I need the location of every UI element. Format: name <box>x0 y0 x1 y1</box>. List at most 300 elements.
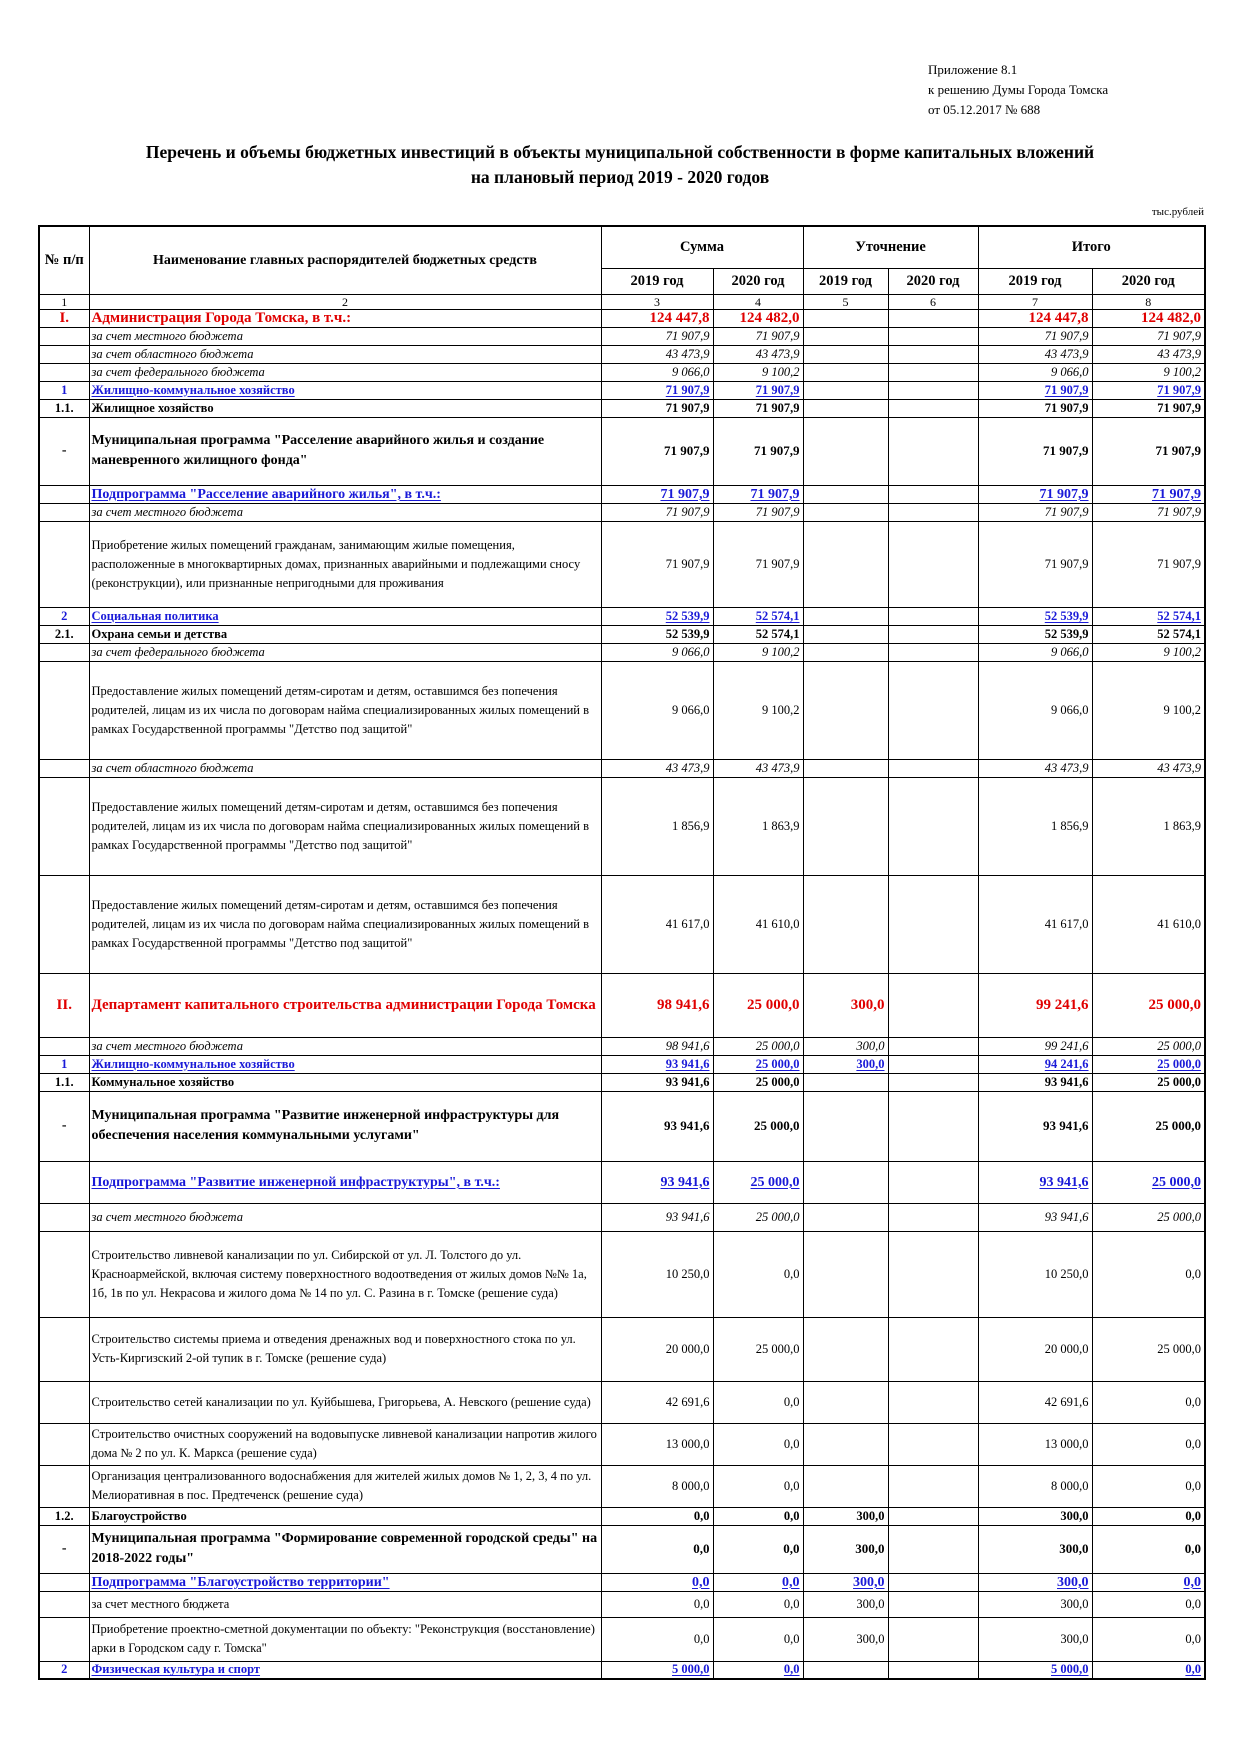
cell-adj-2019 <box>803 625 888 643</box>
cell-total-2020: 0,0 <box>1092 1423 1205 1465</box>
cell-adj-2019 <box>803 1161 888 1203</box>
row-number <box>39 485 89 503</box>
cell-total-2019: 71 907,9 <box>978 399 1092 417</box>
cell-sum-2020: 71 907,9 <box>713 327 803 345</box>
title-line-1: Перечень и объемы бюджетных инвестиций в объекты муниципальной собственности в форме капитальных вложений <box>145 142 1095 162</box>
cell-sum-2020: 71 907,9 <box>713 399 803 417</box>
cell-total-2019: 20 000,0 <box>978 1317 1092 1381</box>
cell-adj-2019 <box>803 399 888 417</box>
cell-sum-2020: 0,0 <box>713 1423 803 1465</box>
row-number <box>39 643 89 661</box>
header-sum-2020: 2020 год <box>713 268 803 294</box>
cell-sum-2020: 0,0 <box>713 1573 803 1591</box>
row-name: за счет местного бюджета <box>89 1037 601 1055</box>
cell-total-2020: 43 473,9 <box>1092 345 1205 363</box>
cell-sum-2020: 25 000,0 <box>713 1203 803 1231</box>
row-number: - <box>39 1525 89 1573</box>
cell-adj-2019 <box>803 759 888 777</box>
cell-sum-2019: 93 941,6 <box>601 1161 713 1203</box>
cell-total-2020: 0,0 <box>1092 1617 1205 1661</box>
cell-adj-2019 <box>803 327 888 345</box>
row-number <box>39 1037 89 1055</box>
row-name: Администрация Города Томска, в т.ч.: <box>89 309 601 327</box>
table-row <box>39 1591 1205 1617</box>
cell-sum-2020: 0,0 <box>713 1617 803 1661</box>
cell-total-2020: 25 000,0 <box>1092 1037 1205 1055</box>
cell-adj-2019: 300,0 <box>803 973 888 1037</box>
table-row <box>39 1525 1205 1573</box>
cell-sum-2020: 43 473,9 <box>713 345 803 363</box>
cell-sum-2020: 1 863,9 <box>713 777 803 875</box>
cell-total-2019: 52 539,9 <box>978 625 1092 643</box>
cell-total-2020: 71 907,9 <box>1092 485 1205 503</box>
row-number <box>39 1381 89 1423</box>
cell-sum-2019: 71 907,9 <box>601 381 713 399</box>
cell-adj-2019 <box>803 1091 888 1161</box>
cell-adj-2019 <box>803 521 888 607</box>
cell-total-2020: 25 000,0 <box>1092 1091 1205 1161</box>
header-adj-2019: 2019 год <box>803 268 888 294</box>
cell-sum-2019: 9 066,0 <box>601 363 713 381</box>
cell-total-2019: 13 000,0 <box>978 1423 1092 1465</box>
cell-total-2019: 71 907,9 <box>978 417 1092 485</box>
column-index: 6 <box>888 294 978 309</box>
cell-adj-2020 <box>888 875 978 973</box>
row-number: - <box>39 417 89 485</box>
table-row <box>39 1055 1205 1073</box>
cell-adj-2019 <box>803 485 888 503</box>
row-name: Благоустройство <box>89 1507 601 1525</box>
cell-adj-2020 <box>888 759 978 777</box>
cell-sum-2020: 9 100,2 <box>713 661 803 759</box>
cell-adj-2020 <box>888 521 978 607</box>
cell-adj-2019 <box>803 1203 888 1231</box>
cell-sum-2020: 0,0 <box>713 1507 803 1525</box>
cell-total-2020: 71 907,9 <box>1092 417 1205 485</box>
row-number: 1 <box>39 381 89 399</box>
row-number: I. <box>39 309 89 327</box>
cell-adj-2019 <box>803 777 888 875</box>
cell-total-2019: 94 241,6 <box>978 1055 1092 1073</box>
table-row <box>39 973 1205 1037</box>
cell-total-2020: 25 000,0 <box>1092 1073 1205 1091</box>
cell-total-2019: 71 907,9 <box>978 521 1092 607</box>
table-row <box>39 381 1205 399</box>
column-index: 4 <box>713 294 803 309</box>
cell-adj-2020 <box>888 661 978 759</box>
column-index: 3 <box>601 294 713 309</box>
cell-total-2020: 71 907,9 <box>1092 399 1205 417</box>
table-row <box>39 875 1205 973</box>
table-row <box>39 1507 1205 1525</box>
budget-table-wrapper <box>38 225 1204 1680</box>
cell-adj-2019 <box>803 503 888 521</box>
cell-sum-2020: 0,0 <box>713 1661 803 1679</box>
cell-adj-2019 <box>803 1465 888 1507</box>
cell-adj-2019 <box>803 309 888 327</box>
appendix-line-1: Приложение 8.1 <box>928 62 1018 77</box>
cell-sum-2020: 0,0 <box>713 1231 803 1317</box>
cell-total-2020: 9 100,2 <box>1092 643 1205 661</box>
cell-total-2020: 52 574,1 <box>1092 625 1205 643</box>
cell-total-2019: 300,0 <box>978 1507 1092 1525</box>
cell-sum-2019: 0,0 <box>601 1591 713 1617</box>
table-row <box>39 345 1205 363</box>
cell-sum-2019: 1 856,9 <box>601 777 713 875</box>
column-index: 1 <box>39 294 89 309</box>
cell-sum-2020: 25 000,0 <box>713 1091 803 1161</box>
cell-adj-2020 <box>888 643 978 661</box>
cell-total-2020: 25 000,0 <box>1092 1203 1205 1231</box>
cell-total-2019: 41 617,0 <box>978 875 1092 973</box>
cell-sum-2019: 71 907,9 <box>601 485 713 503</box>
cell-total-2019: 300,0 <box>978 1573 1092 1591</box>
row-number: 2.1. <box>39 625 89 643</box>
cell-adj-2020 <box>888 1573 978 1591</box>
header-total-2020: 2020 год <box>1092 268 1205 294</box>
row-number <box>39 1617 89 1661</box>
cell-adj-2019 <box>803 417 888 485</box>
cell-sum-2019: 71 907,9 <box>601 399 713 417</box>
header-name: Наименование главных распорядителей бюджетных средств <box>89 226 601 294</box>
cell-sum-2019: 0,0 <box>601 1525 713 1573</box>
cell-sum-2019: 20 000,0 <box>601 1317 713 1381</box>
row-name: за счет местного бюджета <box>89 1203 601 1231</box>
cell-total-2019: 93 941,6 <box>978 1161 1092 1203</box>
cell-sum-2019: 42 691,6 <box>601 1381 713 1423</box>
row-name: Организация централизованного водоснабжения для жителей жилых домов № 1, 2, 3, 4 по ул. Мелиоративная в пос. Предтеченск (решение суда) <box>89 1465 601 1507</box>
cell-sum-2020: 25 000,0 <box>713 1161 803 1203</box>
row-number <box>39 1573 89 1591</box>
cell-sum-2020: 71 907,9 <box>713 485 803 503</box>
appendix-line-2: к решению Думы Города Томска <box>928 82 1109 97</box>
cell-adj-2020 <box>888 327 978 345</box>
table-row <box>39 1037 1205 1055</box>
row-name: за счет местного бюджета <box>89 1591 601 1617</box>
cell-adj-2019: 300,0 <box>803 1573 888 1591</box>
cell-total-2019: 93 941,6 <box>978 1203 1092 1231</box>
table-row <box>39 503 1205 521</box>
table-row <box>39 607 1205 625</box>
row-name: Строительство системы приема и отведения дренажных вод и поверхностного стока по ул. Усть-Киргизский 2-ой тупик в г. Томске (решение суда) <box>89 1317 601 1381</box>
row-number <box>39 503 89 521</box>
row-name: Предоставление жилых помещений детям-сиротам и детям, оставшимся без попечения родителей, лицам из их числа по договорам найма специализированных жилых помещений в рамках Государственной программы "Детство под защитой" <box>89 875 601 973</box>
row-number <box>39 1465 89 1507</box>
column-index-row <box>39 294 1205 309</box>
row-number: 1.2. <box>39 1507 89 1525</box>
cell-total-2020: 0,0 <box>1092 1231 1205 1317</box>
cell-total-2019: 93 941,6 <box>978 1073 1092 1091</box>
row-number <box>39 1423 89 1465</box>
cell-total-2020: 124 482,0 <box>1092 309 1205 327</box>
cell-total-2020: 0,0 <box>1092 1591 1205 1617</box>
row-name: Строительство сетей канализации по ул. Куйбышева, Григорьева, А. Невского (решение суда) <box>89 1381 601 1423</box>
cell-total-2019: 124 447,8 <box>978 309 1092 327</box>
cell-adj-2019 <box>803 381 888 399</box>
row-number <box>39 327 89 345</box>
row-name: Подпрограмма "Развитие инженерной инфраструктуры", в т.ч.: <box>89 1161 601 1203</box>
row-name: Предоставление жилых помещений детям-сиротам и детям, оставшимся без попечения родителей, лицам из их числа по договорам найма специализированных жилых помещений в рамках Государственной программы "Детство под защитой" <box>89 777 601 875</box>
row-number: II. <box>39 973 89 1037</box>
column-index: 2 <box>89 294 601 309</box>
cell-sum-2019: 5 000,0 <box>601 1661 713 1679</box>
header-row-1 <box>39 226 1205 268</box>
table-row <box>39 1231 1205 1317</box>
cell-sum-2020: 25 000,0 <box>713 1317 803 1381</box>
table-row <box>39 1465 1205 1507</box>
cell-adj-2020 <box>888 503 978 521</box>
cell-total-2019: 42 691,6 <box>978 1381 1092 1423</box>
cell-sum-2019: 71 907,9 <box>601 503 713 521</box>
cell-sum-2020: 52 574,1 <box>713 625 803 643</box>
cell-sum-2019: 41 617,0 <box>601 875 713 973</box>
appendix-note <box>928 60 1108 120</box>
cell-sum-2019: 52 539,9 <box>601 607 713 625</box>
cell-total-2019: 9 066,0 <box>978 363 1092 381</box>
cell-total-2020: 0,0 <box>1092 1525 1205 1573</box>
row-name: Муниципальная программа "Формирование современной городской среды" на 2018-2022 годы" <box>89 1525 601 1573</box>
cell-adj-2019 <box>803 363 888 381</box>
header-total-2019: 2019 год <box>978 268 1092 294</box>
cell-sum-2019: 8 000,0 <box>601 1465 713 1507</box>
cell-total-2020: 71 907,9 <box>1092 381 1205 399</box>
cell-total-2020: 71 907,9 <box>1092 327 1205 345</box>
table-row <box>39 327 1205 345</box>
cell-total-2020: 25 000,0 <box>1092 1055 1205 1073</box>
cell-adj-2019: 300,0 <box>803 1617 888 1661</box>
cell-sum-2020: 71 907,9 <box>713 503 803 521</box>
cell-sum-2019: 9 066,0 <box>601 661 713 759</box>
cell-sum-2019: 71 907,9 <box>601 521 713 607</box>
cell-sum-2019: 71 907,9 <box>601 417 713 485</box>
cell-adj-2020 <box>888 399 978 417</box>
table-row <box>39 399 1205 417</box>
cell-adj-2019 <box>803 875 888 973</box>
cell-sum-2019: 0,0 <box>601 1507 713 1525</box>
row-name: Муниципальная программа "Расселение аварийного жилья и создание маневренного жилищного фонда" <box>89 417 601 485</box>
cell-adj-2020 <box>888 1073 978 1091</box>
cell-sum-2019: 98 941,6 <box>601 973 713 1037</box>
table-row <box>39 1203 1205 1231</box>
cell-sum-2020: 0,0 <box>713 1381 803 1423</box>
row-name: за счет местного бюджета <box>89 327 601 345</box>
cell-sum-2020: 71 907,9 <box>713 381 803 399</box>
cell-sum-2019: 71 907,9 <box>601 327 713 345</box>
table-row <box>39 777 1205 875</box>
row-number <box>39 1203 89 1231</box>
cell-adj-2020 <box>888 1231 978 1317</box>
document-title <box>40 140 1200 190</box>
row-name: Приобретение проектно-сметной документации по объекту: "Реконструкция (восстановление) арки в Городском саду г. Томска" <box>89 1617 601 1661</box>
cell-sum-2019: 10 250,0 <box>601 1231 713 1317</box>
row-number: 2 <box>39 1661 89 1679</box>
row-number: 2 <box>39 607 89 625</box>
cell-adj-2020 <box>888 345 978 363</box>
cell-adj-2019 <box>803 1231 888 1317</box>
cell-total-2020: 0,0 <box>1092 1661 1205 1679</box>
cell-sum-2019: 93 941,6 <box>601 1091 713 1161</box>
cell-adj-2020 <box>888 777 978 875</box>
cell-adj-2020 <box>888 1465 978 1507</box>
cell-total-2020: 9 100,2 <box>1092 363 1205 381</box>
cell-sum-2020: 25 000,0 <box>713 1055 803 1073</box>
cell-total-2019: 8 000,0 <box>978 1465 1092 1507</box>
cell-adj-2020 <box>888 1317 978 1381</box>
cell-adj-2019 <box>803 1381 888 1423</box>
cell-adj-2020 <box>888 417 978 485</box>
header-sum: Сумма <box>601 226 803 268</box>
cell-sum-2019: 43 473,9 <box>601 345 713 363</box>
cell-total-2019: 71 907,9 <box>978 381 1092 399</box>
column-index: 5 <box>803 294 888 309</box>
row-number <box>39 521 89 607</box>
cell-adj-2019: 300,0 <box>803 1037 888 1055</box>
row-number <box>39 363 89 381</box>
cell-total-2019: 5 000,0 <box>978 1661 1092 1679</box>
row-number <box>39 1591 89 1617</box>
row-name: за счет областного бюджета <box>89 345 601 363</box>
table-row <box>39 1381 1205 1423</box>
cell-adj-2020 <box>888 309 978 327</box>
table-row <box>39 643 1205 661</box>
appendix-line-3: от 05.12.2017 № 688 <box>928 102 1041 117</box>
cell-total-2019: 43 473,9 <box>978 759 1092 777</box>
cell-adj-2020 <box>888 1161 978 1203</box>
cell-sum-2019: 98 941,6 <box>601 1037 713 1055</box>
cell-total-2019: 10 250,0 <box>978 1231 1092 1317</box>
row-number <box>39 777 89 875</box>
cell-total-2019: 99 241,6 <box>978 973 1092 1037</box>
row-number <box>39 661 89 759</box>
header-adjustment: Уточнение <box>803 226 978 268</box>
table-row <box>39 661 1205 759</box>
table-row <box>39 1161 1205 1203</box>
cell-adj-2019 <box>803 1317 888 1381</box>
row-name: Департамент капитального строительства администрации Города Томска <box>89 973 601 1037</box>
cell-sum-2020: 124 482,0 <box>713 309 803 327</box>
cell-total-2020: 0,0 <box>1092 1381 1205 1423</box>
cell-adj-2020 <box>888 607 978 625</box>
cell-sum-2020: 25 000,0 <box>713 1073 803 1091</box>
column-index: 8 <box>1092 294 1205 309</box>
cell-total-2020: 1 863,9 <box>1092 777 1205 875</box>
cell-sum-2020: 52 574,1 <box>713 607 803 625</box>
table-row <box>39 1091 1205 1161</box>
cell-adj-2019 <box>803 643 888 661</box>
cell-total-2020: 52 574,1 <box>1092 607 1205 625</box>
cell-sum-2020: 43 473,9 <box>713 759 803 777</box>
row-name: Приобретение жилых помещений гражданам, занимающим жилые помещения, расположенные в многоквартирных домах, признанных аварийными и подлежащими сносу (реконструкции), или признанные непригодными для проживания <box>89 521 601 607</box>
row-number <box>39 345 89 363</box>
cell-sum-2020: 9 100,2 <box>713 643 803 661</box>
cell-sum-2019: 124 447,8 <box>601 309 713 327</box>
row-name: Коммунальное хозяйство <box>89 1073 601 1091</box>
cell-adj-2020 <box>888 1381 978 1423</box>
cell-sum-2020: 71 907,9 <box>713 521 803 607</box>
row-number: 1.1. <box>39 1073 89 1091</box>
cell-sum-2020: 25 000,0 <box>713 973 803 1037</box>
cell-adj-2019 <box>803 1423 888 1465</box>
cell-adj-2020 <box>888 1423 978 1465</box>
row-name: Строительство ливневой канализации по ул. Сибирской от ул. Л. Толстого до ул. Красноармейской, включая систему поверхностного водоотведения от жилых домов №№ 1а, 1б, 1в по ул. Некрасова и жилого дома № 14 по ул. С. Разина в г. Томске (решение суда) <box>89 1231 601 1317</box>
row-name: Подпрограмма "Расселение аварийного жилья", в т.ч.: <box>89 485 601 503</box>
table-row <box>39 1661 1205 1679</box>
cell-total-2019: 71 907,9 <box>978 485 1092 503</box>
row-name: за счет федерального бюджета <box>89 363 601 381</box>
cell-total-2019: 300,0 <box>978 1591 1092 1617</box>
row-name: Предоставление жилых помещений детям-сиротам и детям, оставшимся без попечения родителей, лицам из их числа по договорам найма специализированных жилых помещений в рамках Государственной программы "Детство под защитой" <box>89 661 601 759</box>
cell-sum-2019: 52 539,9 <box>601 625 713 643</box>
cell-adj-2020 <box>888 1203 978 1231</box>
cell-adj-2020 <box>888 1091 978 1161</box>
cell-total-2019: 1 856,9 <box>978 777 1092 875</box>
cell-total-2020: 0,0 <box>1092 1465 1205 1507</box>
cell-sum-2019: 43 473,9 <box>601 759 713 777</box>
cell-total-2019: 9 066,0 <box>978 643 1092 661</box>
table-row <box>39 417 1205 485</box>
cell-total-2019: 93 941,6 <box>978 1091 1092 1161</box>
cell-sum-2019: 13 000,0 <box>601 1423 713 1465</box>
table-row <box>39 1073 1205 1091</box>
cell-total-2020: 71 907,9 <box>1092 521 1205 607</box>
cell-total-2019: 71 907,9 <box>978 503 1092 521</box>
cell-total-2019: 99 241,6 <box>978 1037 1092 1055</box>
row-number: - <box>39 1091 89 1161</box>
cell-adj-2020 <box>888 363 978 381</box>
cell-sum-2020: 71 907,9 <box>713 417 803 485</box>
table-row <box>39 485 1205 503</box>
header-sum-2019: 2019 год <box>601 268 713 294</box>
row-name: за счет областного бюджета <box>89 759 601 777</box>
cell-adj-2020 <box>888 1525 978 1573</box>
cell-sum-2019: 93 941,6 <box>601 1073 713 1091</box>
header-adj-2020: 2020 год <box>888 268 978 294</box>
cell-adj-2020 <box>888 1055 978 1073</box>
table-row <box>39 1317 1205 1381</box>
cell-total-2019: 43 473,9 <box>978 345 1092 363</box>
cell-total-2020: 71 907,9 <box>1092 503 1205 521</box>
cell-total-2020: 9 100,2 <box>1092 661 1205 759</box>
cell-adj-2019 <box>803 661 888 759</box>
table-row <box>39 309 1205 327</box>
table-row <box>39 1617 1205 1661</box>
cell-sum-2020: 0,0 <box>713 1525 803 1573</box>
cell-total-2020: 0,0 <box>1092 1573 1205 1591</box>
row-name: Жилищно-коммунальное хозяйство <box>89 381 601 399</box>
cell-adj-2019: 300,0 <box>803 1507 888 1525</box>
cell-adj-2019 <box>803 1661 888 1679</box>
cell-total-2019: 52 539,9 <box>978 607 1092 625</box>
cell-adj-2019 <box>803 1073 888 1091</box>
cell-adj-2019: 300,0 <box>803 1525 888 1573</box>
cell-adj-2020 <box>888 1507 978 1525</box>
header-total: Итого <box>978 226 1205 268</box>
cell-total-2020: 41 610,0 <box>1092 875 1205 973</box>
cell-sum-2020: 41 610,0 <box>713 875 803 973</box>
table-row <box>39 1573 1205 1591</box>
row-number <box>39 875 89 973</box>
cell-adj-2020 <box>888 1661 978 1679</box>
row-number <box>39 1231 89 1317</box>
cell-total-2019: 300,0 <box>978 1617 1092 1661</box>
cell-adj-2020 <box>888 1617 978 1661</box>
table-row <box>39 625 1205 643</box>
row-number: 1 <box>39 1055 89 1073</box>
row-name: Муниципальная программа "Развитие инженерной инфраструктуры для обеспечения населения коммунальными услугами" <box>89 1091 601 1161</box>
cell-sum-2019: 9 066,0 <box>601 643 713 661</box>
row-number <box>39 759 89 777</box>
cell-total-2020: 43 473,9 <box>1092 759 1205 777</box>
